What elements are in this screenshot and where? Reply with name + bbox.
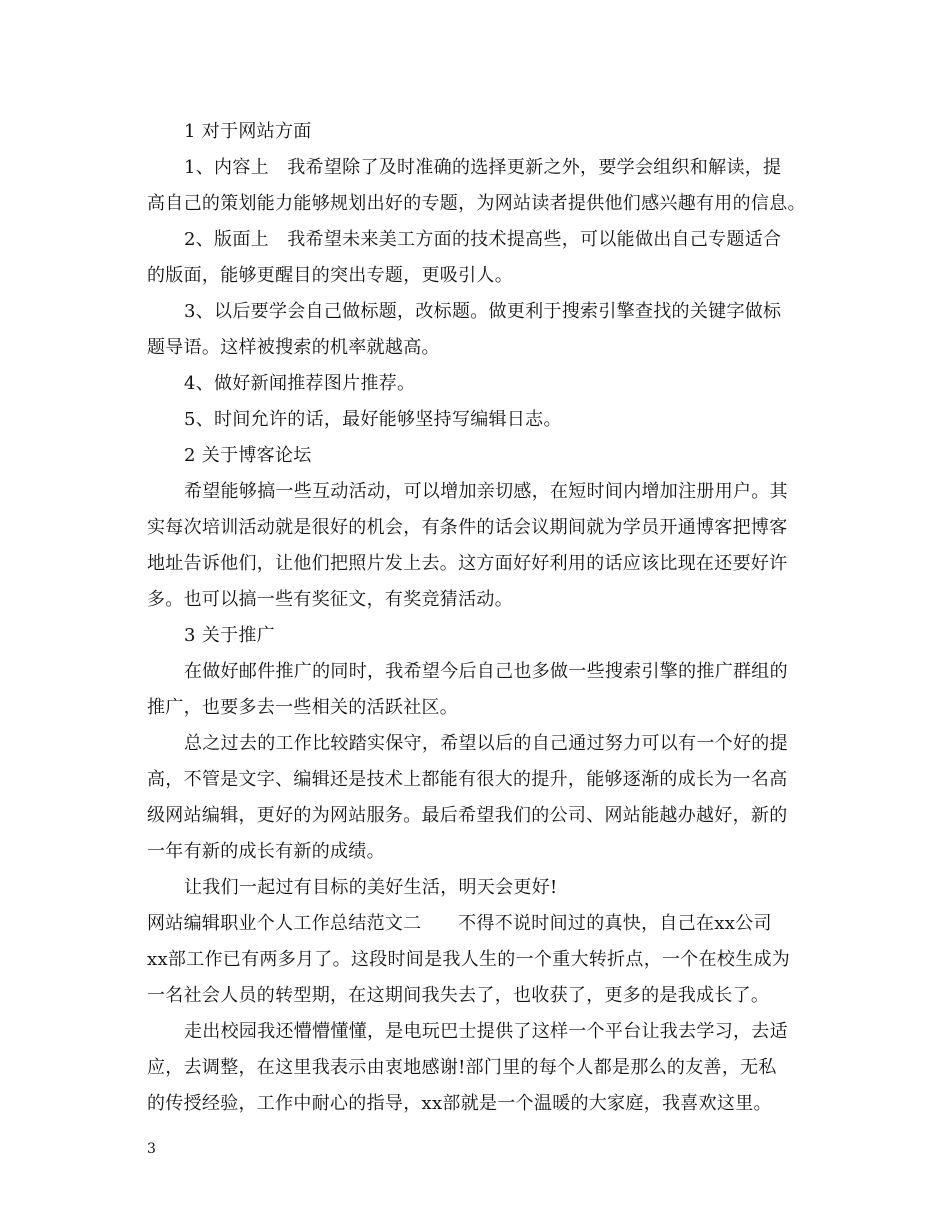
- paragraph-line: 题导语。这样被搜索的机率就越高。: [147, 337, 440, 358]
- paragraph-line: 推广，也要多去一些相关的活跃社区。: [147, 697, 459, 718]
- paragraph-line: 级网站编辑，更好的为网站服务。最后希望我们的公司、网站能越办越好，新的: [147, 805, 788, 826]
- paragraph-line: 的版面，能够更醒目的突出专题，更吸引人。: [147, 265, 513, 286]
- section-heading-promotion: 3 关于推广: [184, 625, 275, 646]
- paragraph-line: 一年有新的成长有新的成绩。: [147, 841, 385, 862]
- section-heading-blog: 2 关于博客论坛: [184, 445, 312, 466]
- paragraph-line: 高自己的策划能力能够规划出好的专题，为网站读者提供他们感兴趣有用的信息。: [147, 193, 806, 214]
- paragraph-line: 2、版面上 我希望未来美工方面的技术提高些，可以能做出自己专题适合: [184, 229, 782, 250]
- paragraph-line: 希望能够搞一些互动活动，可以增加亲切感，在短时间内增加注册用户。其: [184, 481, 788, 502]
- page-number: 3: [147, 1141, 156, 1157]
- paragraph-line: 网站编辑职业个人工作总结范文二 不得不说时间过的真快，自己在xx公司: [147, 913, 772, 934]
- paragraph-line: 的传授经验，工作中耐心的指导，xx部就是一个温暖的大家庭，我喜欢这里。: [147, 1093, 772, 1114]
- paragraph-line: 一名社会人员的转型期，在这期间我失去了，也收获了，更多的是我成长了。: [147, 985, 770, 1006]
- paragraph-line: 走出校园我还懵懵懂懂，是电玩巴士提供了这样一个平台让我去学习，去适: [184, 1021, 788, 1042]
- paragraph-line: 让我们一起过有目标的美好生活，明天会更好!: [184, 877, 558, 898]
- paragraph-line: 地址告诉他们，让他们把照片发上去。这方面好好利用的话应该比现在还要好许: [147, 553, 788, 574]
- paragraph-line: 总之过去的工作比较踏实保守，希望以后的自己通过努力可以有一个好的提: [184, 733, 788, 754]
- paragraph-line: 多。也可以搞一些有奖征文，有奖竞猜活动。: [147, 589, 513, 610]
- paragraph-line: 在做好邮件推广的同时，我希望今后自己也多做一些搜索引擎的推广群组的: [184, 661, 788, 682]
- paragraph-line: xx部工作已有两多月了。这段时间是我人生的一个重大转折点，一个在校生成为: [147, 949, 791, 970]
- paragraph-line: 3、以后要学会自己做标题，改标题。做更利于搜索引擎查找的关键字做标: [184, 301, 782, 322]
- paragraph-line: 5、时间允许的话，最好能够坚持写编辑日志。: [184, 409, 562, 430]
- paragraph-line: 实每次培训活动就是很好的机会，有条件的话会议期间就为学员开通博客把博客: [147, 517, 788, 538]
- paragraph-line: 4、做好新闻推荐图片推荐。: [184, 373, 416, 394]
- paragraph-line: 1、内容上 我希望除了及时准确的选择更新之外，要学会组织和解读，提: [184, 157, 782, 178]
- paragraph-line: 高，不管是文字、编辑还是技术上都能有很大的提升，能够逐渐的成长为一名高: [147, 769, 788, 790]
- paragraph-line: 应，去调整，在这里我表示由衷地感谢!部门里的每个人都是那么的友善，无私: [147, 1057, 777, 1078]
- section-heading-website: 1 对于网站方面: [184, 121, 312, 142]
